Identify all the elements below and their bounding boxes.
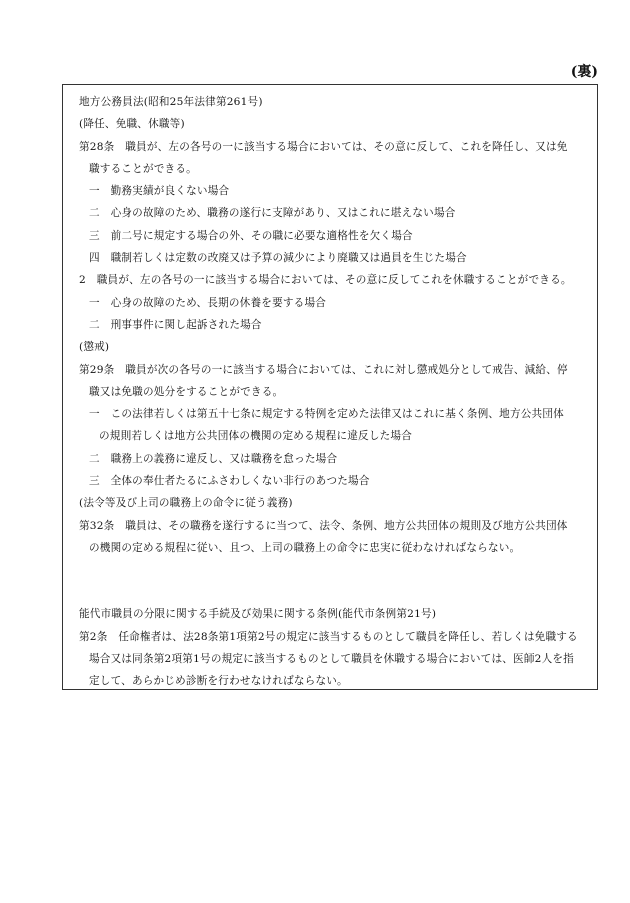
section-heading-orders: (法令等及び上司の職務上の命令に従う義務)	[79, 497, 293, 510]
article-28-item-1: 一 勤務実績が良くない場合	[89, 185, 230, 198]
article-32-line-2: の機関の定める規程に従い、且つ、上司の職務上の命令に忠実に従わなければならない。	[89, 541, 521, 554]
article-28-line-2: 職することができる。	[89, 162, 197, 175]
ordinance-article-2-line-3: 定して、あらかじめ診断を行わせなければならない。	[89, 675, 348, 688]
article-29-item-2: 二 職務上の義務に違反し、又は職務を怠った場合	[89, 452, 338, 465]
article-28-paragraph-2: 2 職員が、左の各号の一に該当する場合においては、その意に反してこれを休職することができる。	[79, 274, 572, 287]
article-29-item-1-line-1: 一 この法律若しくは第五十七条に規定する特例を定めた法律又はこれに基く条例、地方公共団体	[89, 408, 564, 421]
article-28-paragraph-2-item-2: 二 刑事事件に関し起訴された場合	[89, 318, 262, 331]
article-28-item-2: 二 心身の故障のため、職務の遂行に支障があり、又はこれに堪えない場合	[89, 207, 456, 220]
ordinance-title: 能代市職員の分限に関する手続及び効果に関する条例(能代市条例第21号)	[79, 608, 437, 621]
article-28-paragraph-2-item-1: 一 心身の故障のため、長期の休養を要する場合	[89, 296, 327, 309]
article-28-line-1: 第28条 職員が、左の各号の一に該当する場合においては、その意に反して、これを降任し、又は免	[79, 140, 568, 153]
ordinance-article-2-line-2: 場合又は同条第2項第1号の規定に該当するものとして職員を休職する場合においては、医師2人を指	[89, 652, 574, 665]
section-heading-demotion: (降任、免職、休職等)	[79, 118, 185, 131]
article-29-item-3: 三 全体の奉仕者たるにふさわしくない非行のあつた場合	[89, 475, 370, 488]
article-28-item-3: 三 前二号に規定する場合の外、その職に必要な適格性を欠く場合	[89, 229, 413, 242]
article-28-item-4: 四 職制若しくは定数の改廃又は予算の減少により廃職又は過員を生じた場合	[89, 252, 467, 265]
law-excerpt-content	[79, 91, 585, 692]
law-title: 地方公務員法(昭和25年法律第261号)	[79, 96, 263, 108]
article-29-line-1: 第29条 職員が次の各号の一に該当する場合においては、これに対し懲戒処分として戒告、減給、停	[79, 363, 568, 376]
article-29-item-1-line-2: の規則若しくは地方公共団体の機関の定める規程に違反した場合	[99, 430, 413, 443]
section-heading-discipline: (懲戒)	[79, 341, 110, 354]
article-29-line-2: 職又は免職の処分をすることができる。	[89, 385, 284, 398]
article-32-line-1: 第32条 職員は、その職務を遂行するに当つて、法令、条例、地方公共団体の規則及び地方公共団体	[79, 519, 568, 532]
ordinance-article-2-line-1: 第2条 任命権者は、法28条第1項第2号の規定に該当するものとして職員を降任し、若しくは免職する	[79, 630, 578, 643]
section-spacer	[79, 559, 585, 603]
law-excerpt-frame	[62, 84, 598, 690]
page-side-label: (裏)	[570, 64, 598, 80]
